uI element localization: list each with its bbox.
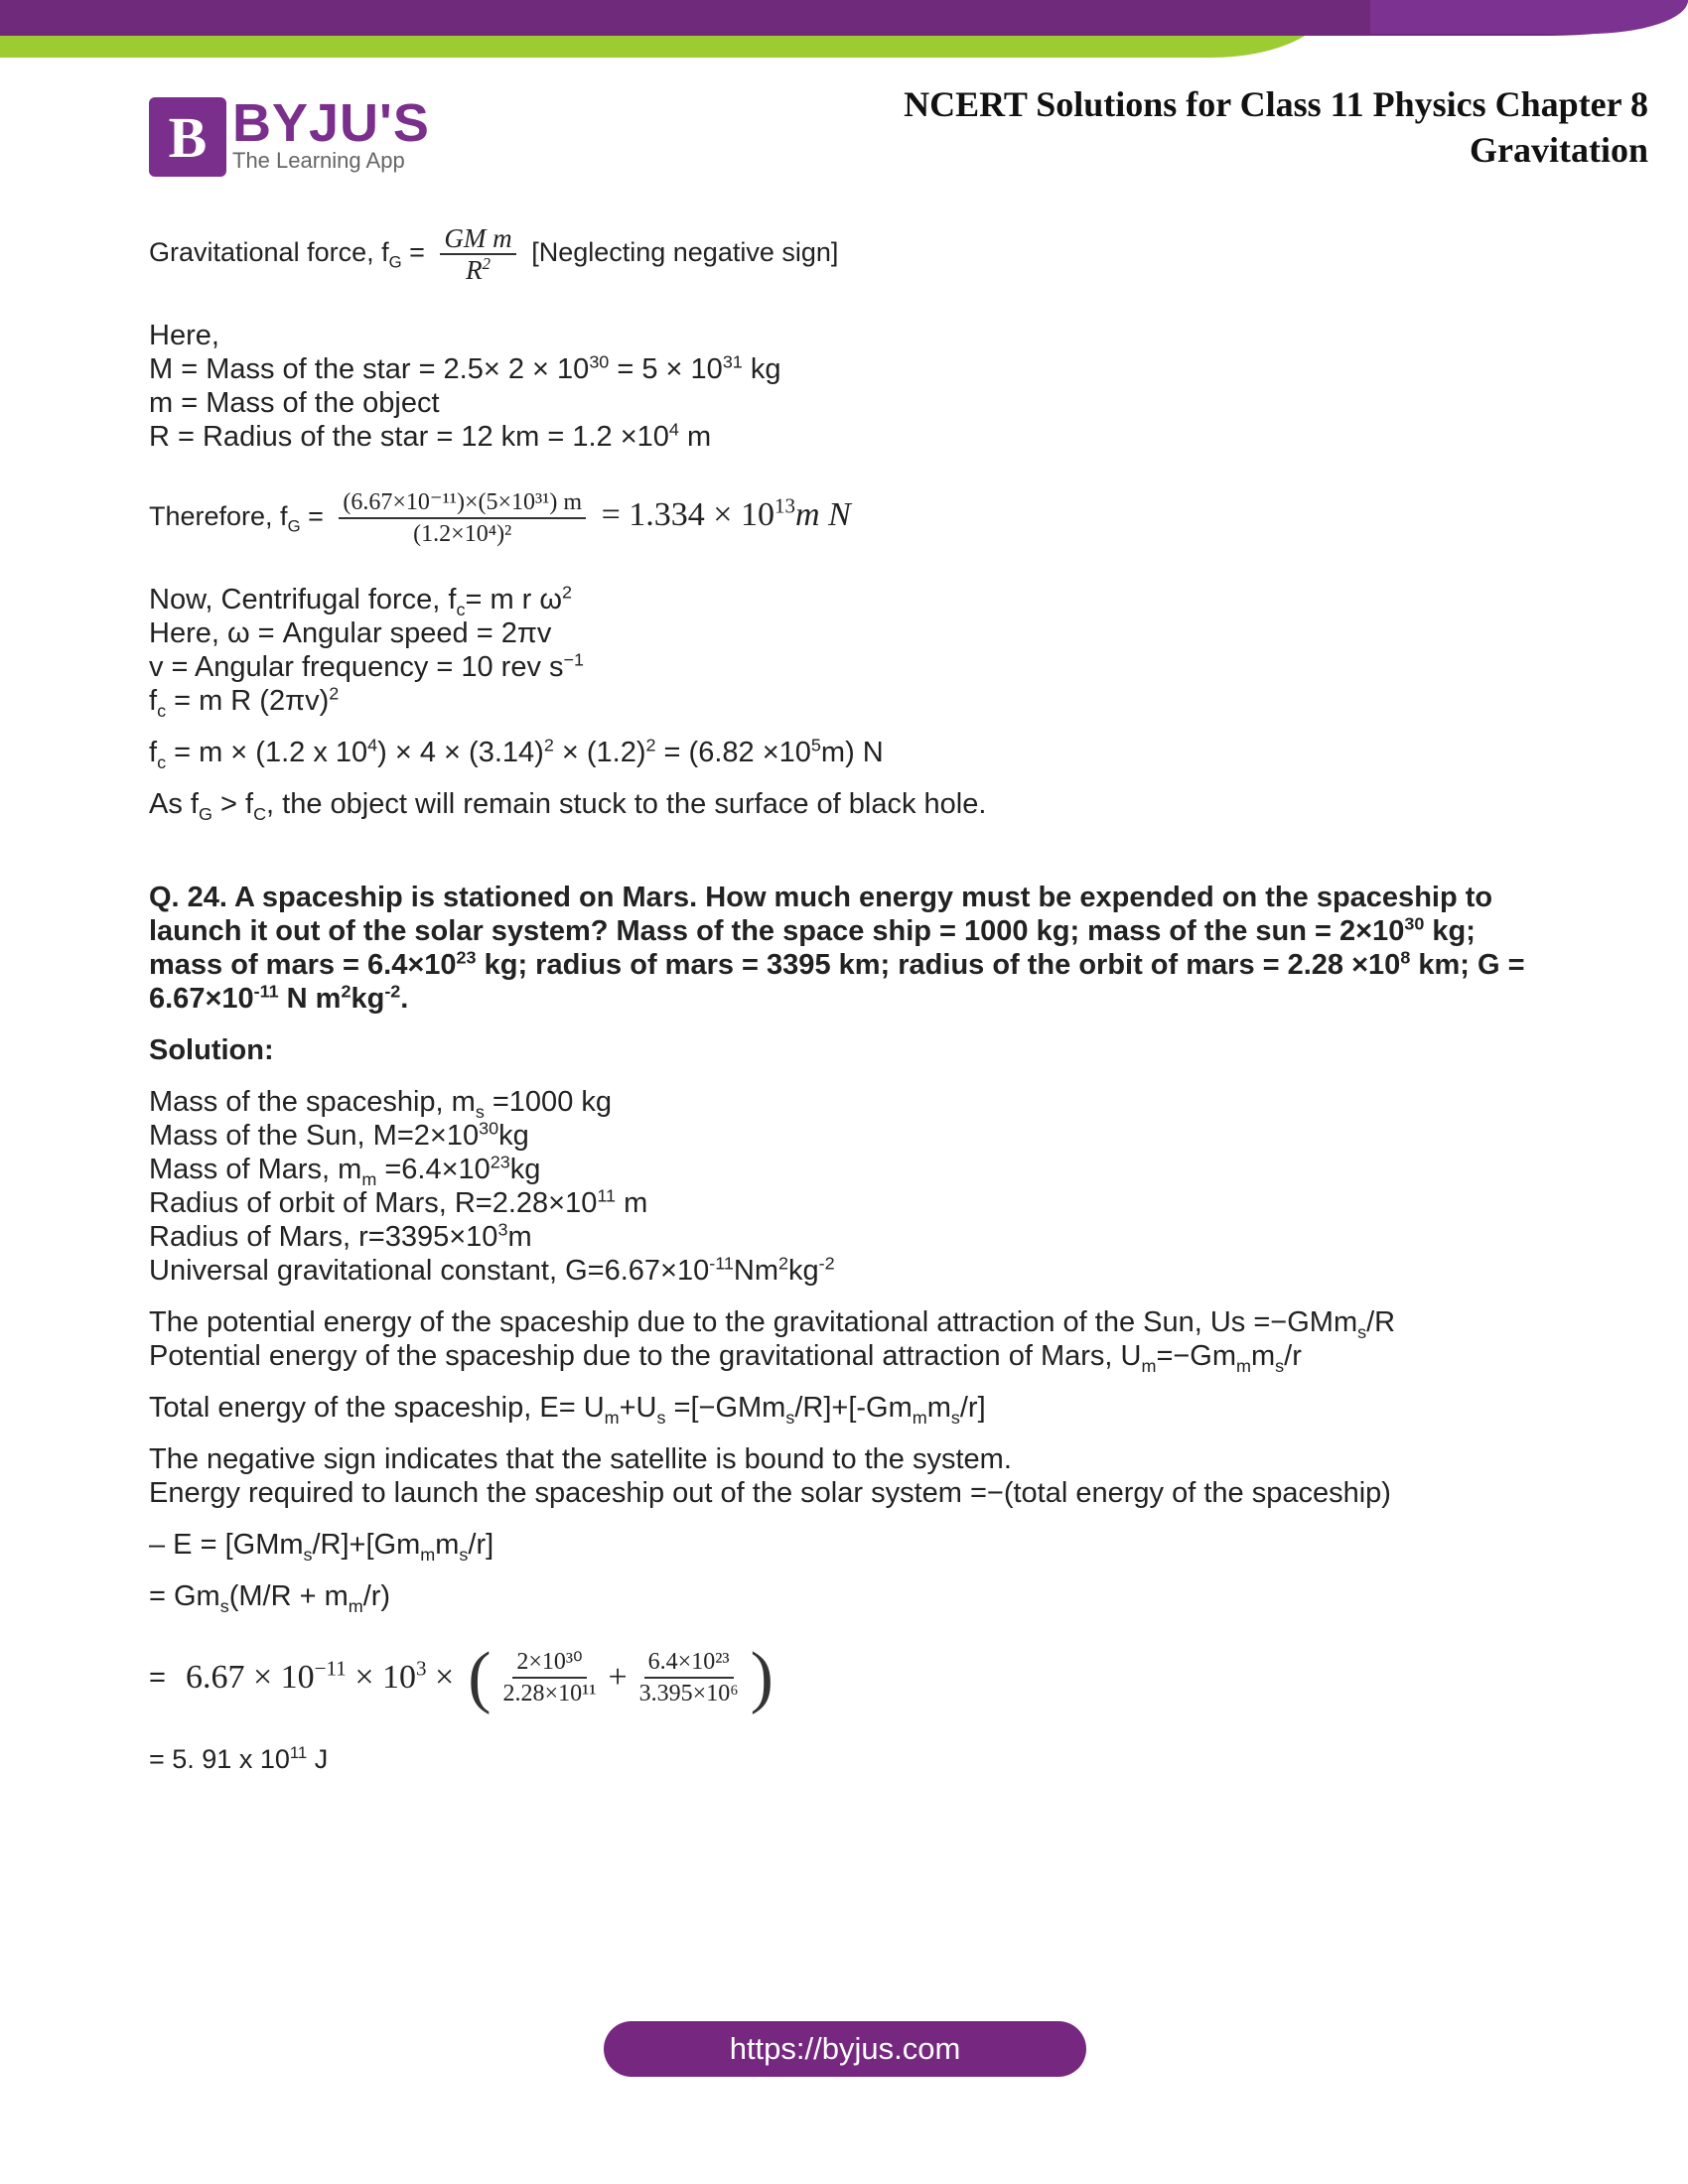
page-content [149,223,1559,1776]
here-label: Here, [149,320,219,351]
given-item: Radius of Mars, $r=3395\times 10^3m$ [149,1219,532,1253]
given-item: Mass of Mars, $m_m =6.4\times 10^{23}kg$ [149,1152,541,1189]
object-mass-line: m = Mass of the object [149,387,440,419]
angular-speed-line: Here, ω = Angular speed = 2πv [149,617,552,649]
simplified-energy-line: = $Gm_s(M/R + m_m/r)$ [149,1580,391,1616]
gravitational-force-formula: Gravitational force, $f_G$ = $\frac{\text{GM m}}{R^2}$ [Neglecting negative sign] [149,223,839,285]
byjus-url-link[interactable]: https://byjus.com [604,2021,1086,2077]
bound-system-line: The negative sign indicates that the satellite is bound to the system. [149,1443,1012,1475]
pe-mars-line: Potential energy of the spaceship due to the gravitational attraction of Mars, $U_m=-Gm_mm_s/r$ [149,1340,1302,1376]
star-radius-line: R = Radius of the star = 12 km = $1.2 \times 10^4$ m [149,419,712,453]
given-item: Universal gravitational constant, $G=6.67\times 10^{-11}Nm^2kg^{-2}$ [149,1253,835,1287]
total-energy-line: Total energy of the spaceship, $E= U_m+U_s =[-GMm_s/R]+[-Gm_mm_s/r]$ [149,1392,986,1428]
solution-heading: Solution: [149,1034,274,1066]
centrifugal-force-line: Now, Centrifugal force, $f_c= m$ r $\omega^2$ [149,582,573,619]
pe-sun-line: The potential energy of the spaceship due to the gravitational attraction of the Sun, Us =−GMm$_s$/R [149,1306,1396,1342]
neg-energy-line: – $E = [GMm_s/R]+[Gm_mm_s/r]$ [149,1529,494,1565]
angular-frequency-line: v = Angular frequency = 10 rev $s^{-1}$ [149,649,585,683]
given-values-list [149,1085,1559,1288]
logo-name: BYJU'S [232,93,430,153]
fc-calculation-line: $f_c = m \times (1.2$ x $10^4) \times 4 \times (3.14)^2 \times (1.2)^2 = (6.82 \times 10^5m)$ N [149,735,884,772]
question-24: Q. 24. A spaceship is stationed on Mars. How much energy must be expended on the spaceship to launch it out of the solar system? Mass of the space ship = 1000 kg; mass of the sun = $2\times 10^{30}$ kg; mass of mars = $6.4\times 10^{23}$ kg; radius of mars = 3395 km; radius of the orbit of mars = $2.28 \times 10^8$ km; $G = 6.67\times 10^{-11}$ N $m^2kg^{-2}$. [149,882,1525,1015]
final-result: = 5. 91 x $10^{11}$ J [149,1743,329,1774]
byjus-logo [149,93,430,177]
given-item: Mass of the Sun, $M=2\times 10^{30}kg$ [149,1118,529,1152]
numeric-calculation: = $6.67 \times 10^{-11} \times 10^3$ × ( $\frac{\text{2×10³⁰}}{\text{2.28×10¹¹}}$ + $\frac{\text{6.4×10²³}}{\text{3.395×10⁶}}$ ) [149,1639,774,1715]
logo-tagline: The Learning App [232,148,405,173]
given-item: Mass of the spaceship, $m_s =1000$ kg [149,1086,613,1122]
header-band-purple-accent [1370,0,1688,34]
document-title: NCERT Solutions for Class 11 Physics Chapter 8 Gravitation [904,84,1648,170]
given-item: Radius of orbit of Mars, $R=2.28\times 10^{11}$ m [149,1185,648,1219]
logo-b-icon: B [149,97,226,177]
star-mass-line: M = Mass of the star = $2.5\times 2 \times 10^{30} = 5 \times 10^{31}$ kg [149,351,781,385]
fc-formula-line: $f_c = m$ R $(2\pi v)^2$ [149,683,340,721]
conclusion-line: As $f_G > f_C$, the object will remain stuck to the surface of black hole. [149,788,987,824]
therefore-formula: Therefore, $f_G$ = $\frac{\text{(6.67×10⁻¹¹)×(5×10³¹) m}}{\text{(1.2×10⁴)²}}$ = $1.334 \times 10^{13}m$ N [149,489,851,547]
energy-required-line: Energy required to launch the spaceship out of the solar system =−(total energy of the spaceship) [149,1477,1391,1509]
